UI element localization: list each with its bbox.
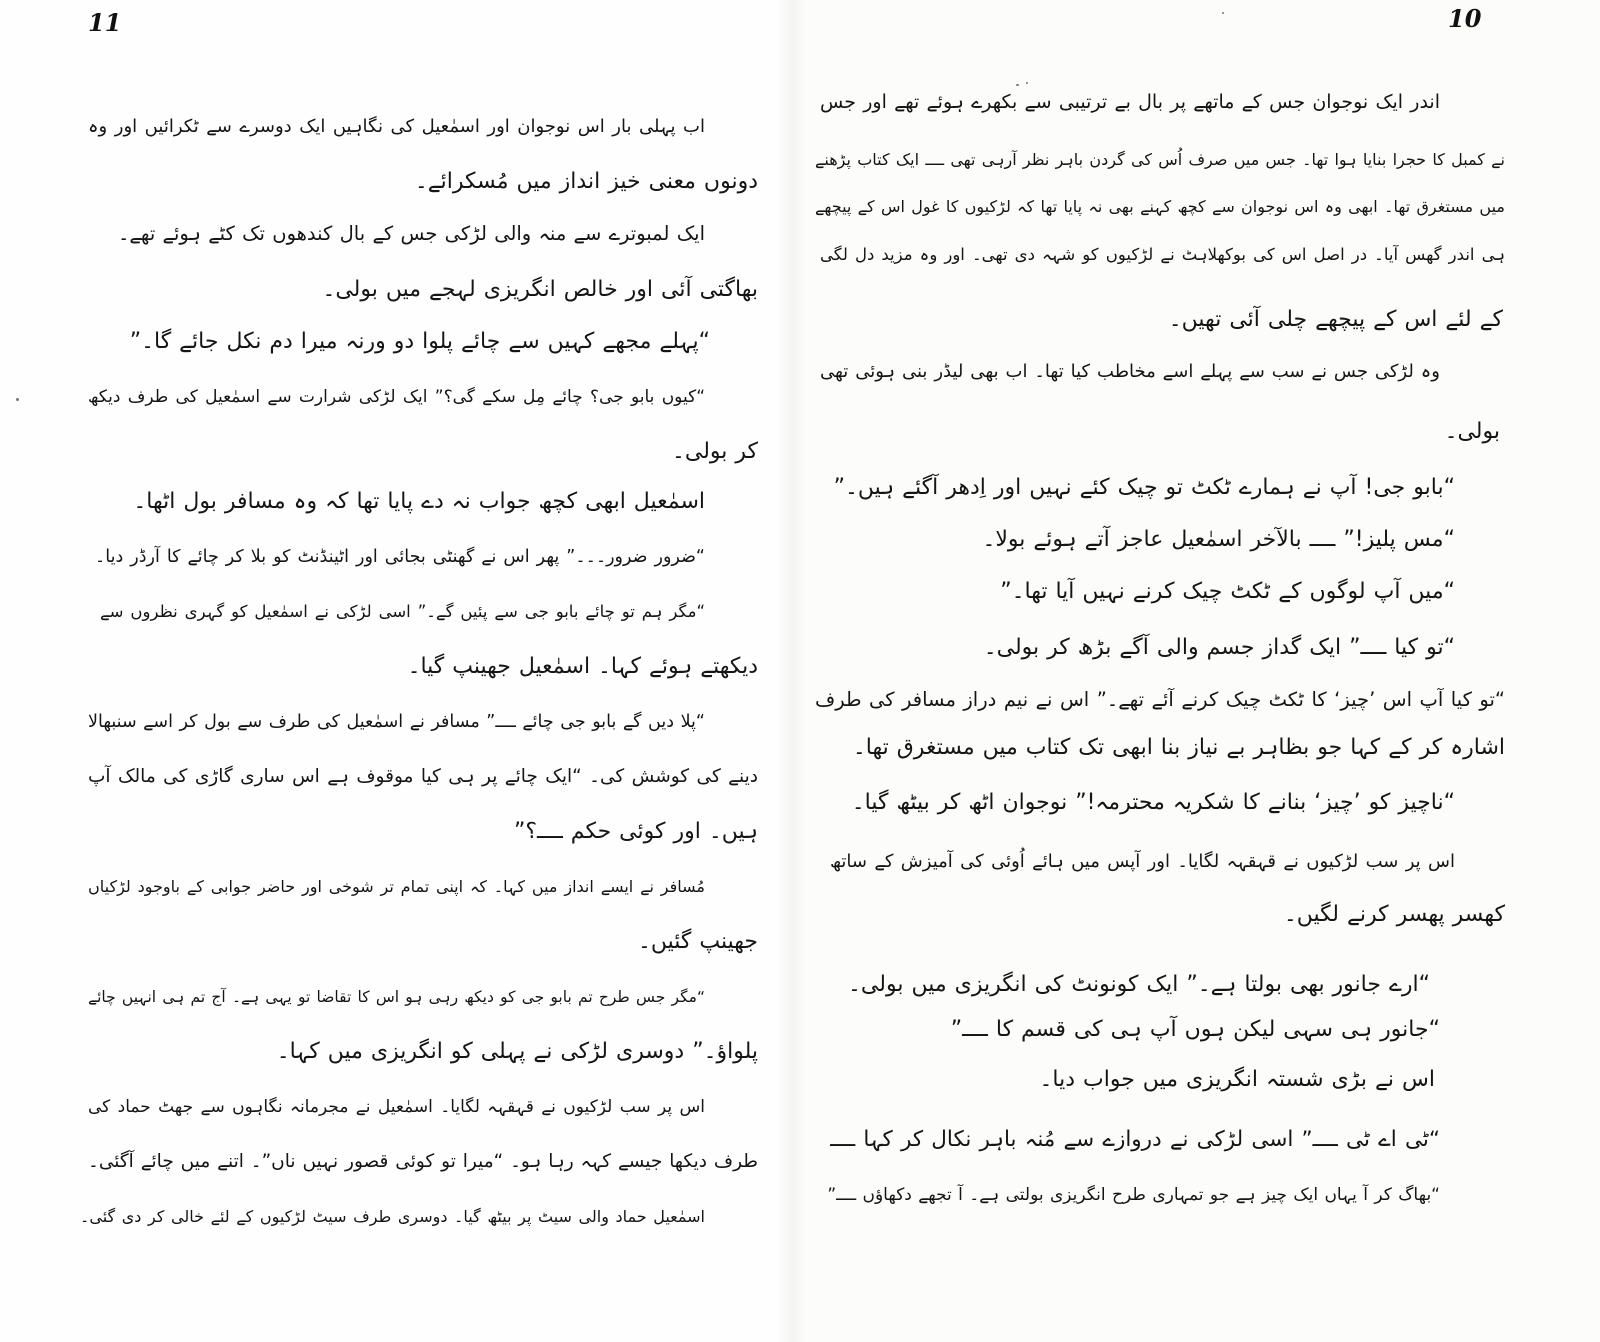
page-number-right: 10 <box>1448 4 1482 33</box>
text-line: مُسافر نے ایسے انداز میں کہا۔ کہ اپنی تمام تر شوخی اور حاضر جوابی کے باوجود لڑکیاں <box>88 877 705 896</box>
text-line: نے کمبل کا حجرا بنایا ہوا تھا۔ جس میں صرف اُس کی گردن باہر نظر آرہی تھی ــــ ایک کتاب پڑھنے <box>815 150 1505 169</box>
text-line: “ٹی اے ٹی ــــ” اسی لڑکی نے دروازے سے مُنہ باہر نکال کر کہا ــــ <box>830 1127 1440 1152</box>
text-line: اندر ایک نوجوان جس کے ماتھے پر بال بے ترتیبی سے بکھرے ہوئے تھے اور جس <box>820 91 1440 113</box>
text-line: “تو کیا ــــ” ایک گداز جسم والی آگے بڑھ کر بولی۔ <box>983 635 1455 660</box>
text-line: اب پہلی بار اس نوجوان اور اسمٰعیل کی نگاہیں ایک دوسرے سے ٹکرائیں اور وہ <box>88 116 705 137</box>
text-line: اسمٰعیل ابھی کچھ جواب نہ دے پایا تھا کہ وہ مسافر بول اٹھا۔ <box>133 489 705 514</box>
text-line: دینے کی کوشش کی۔ “ایک چائے پر ہی کیا موقوف ہے اس ساری گاڑی کی مالک آپ <box>88 766 758 787</box>
scan-speck <box>1222 12 1224 14</box>
text-line: “کیوں بابو جی؟ چائے مِل سکے گی؟” ایک لڑکی شرارت سے اسمٰعیل کی طرف دیکھ <box>88 387 705 407</box>
text-line: “ناچیز کو ’چیز‘ بنانے کا شکریہ محترمہ!” نوجوان اٹھ کر بیٹھ گیا۔ <box>851 790 1455 815</box>
page-number-left: 11 <box>88 8 122 37</box>
text-line: “بابو جی! آپ نے ہمارے ٹکٹ تو چیک کئے نہیں اور اِدھر آگئے ہیں۔” <box>833 475 1455 500</box>
text-line: بولی۔ <box>1444 419 1500 444</box>
text-line: اسمٰعیل حماد والی سیٹ پر بیٹھ گیا۔ دوسری طرف سیٹ لڑکیوں کے لئے خالی کر دی گئی۔ <box>80 1207 705 1226</box>
text-line: جھینپ گئیں۔ <box>637 929 758 954</box>
text-line: “پلا دیں گے بابو جی چائے ــــ” مسافر نے اسمٰعیل کی طرف سے بول کر اسے سنبھالا <box>88 712 705 732</box>
text-line: ہی اندر گھس آیا۔ در اصل اس کی بوکھلاہٹ نے لڑکیوں کو شہہ دی تھی۔ اور وہ مزید دل لگی <box>820 245 1505 264</box>
text-line: دونوں معنی خیز انداز میں مُسکرائے۔ <box>414 169 758 194</box>
text-line: بھاگتی آئی اور خالص انگریزی لہجے میں بولی۔ <box>322 277 758 302</box>
text-line: ہیں۔ اور کوئی حکم ــــ؟” <box>513 819 758 844</box>
text-line: وہ لڑکی جس نے سب سے پہلے اسے مخاطب کیا تھا۔ اب بھی لیڈر بنی ہوئی تھی <box>820 361 1440 382</box>
text-line: “ضرور ضرور۔۔۔” پھر اس نے گھنٹی بجائی اور اٹینڈنٹ کو بلا کر چائے کا آرڈر دیا۔ <box>95 547 705 567</box>
text-line: دیکھتے ہوئے کہا۔ اسمٰعیل جھینپ گیا۔ <box>407 654 758 679</box>
text-line: کھسر پھسر کرنے لگیں۔ <box>1283 902 1505 927</box>
text-line: اس پر سب لڑکیوں نے قہقہہ لگایا۔ اسمٰعیل نے مجرمانہ نگاہوں سے جھٹ حماد کی <box>88 1097 705 1117</box>
text-line: اس پر سب لڑکیوں نے قہقہہ لگایا۔ اور آپس میں ہائے اُوئی کی آمیزش کے ساتھ <box>830 851 1455 872</box>
scan-speck <box>16 398 19 401</box>
text-line: “مس پلیز!” ــــ بالآخر اسمٰعیل عاجز آتے ہوئے بولا۔ <box>982 527 1455 552</box>
text-line: طرف دیکھا جیسے کہہ رہا ہو۔ “میرا تو کوئی قصور نہیں ناں”۔ اتنے میں چائے آگئی۔ <box>88 1151 758 1172</box>
text-line: “مگر جس طرح تم بابو جی کو دیکھ رہی ہو اس کا تقاضا تو یہی ہے۔ آج تم ہی انہیں چائے <box>88 988 705 1006</box>
book-gutter <box>776 0 806 1342</box>
text-line: “میں آپ لوگوں کے ٹکٹ چیک کرنے نہیں آیا تھا۔” <box>1000 579 1455 604</box>
text-line: اشارہ کر کے کہا جو بظاہر بے نیاز بنا ابھی تک کتاب میں مستغرق تھا۔ <box>852 735 1505 760</box>
text-line: پلواؤ۔” دوسری لڑکی نے پہلی کو انگریزی میں کہا۔ <box>276 1039 758 1064</box>
text-line: “تو کیا آپ اس ’چیز‘ کا ٹکٹ چیک کرنے آئے تھے۔” اس نے نیم دراز مسافر کی طرف <box>815 688 1505 711</box>
text-line: “پہلے مجھے کہیں سے چائے پلوا دو ورنہ میرا دم نکل جائے گا۔” <box>129 329 710 354</box>
text-line: اس نے بڑی شستہ انگریزی میں جواب دیا۔ <box>1039 1067 1435 1092</box>
text-line: “مگر ہم تو چائے بابو جی سے پئیں گے۔” اسی لڑکی نے اسمٰعیل کو گہری نظروں سے <box>100 602 705 621</box>
text-line: ایک لمبوترے سے منہ والی لڑکی جس کے بال کندھوں تک کٹے ہوئے تھے۔ <box>118 222 705 245</box>
text-line: “جانور ہی سہی لیکن ہوں آپ ہی کی قسم کا ــــ” <box>950 1017 1440 1042</box>
text-line: کر بولی۔ <box>671 439 758 464</box>
text-line: کے لئے اس کے پیچھے چلی آئی تھیں۔ <box>1168 307 1503 332</box>
text-line: “بھاگ کر آ یہاں ایک چیز ہے جو تمہاری طرح انگریزی بولتی ہے۔ آ تجھے دکھاؤں ــــ” <box>827 1185 1440 1205</box>
text-line: “ارے جانور بھی بولتا ہے۔” ایک کونونٹ کی انگریزی میں بولی۔ <box>848 972 1430 997</box>
text-line: میں مستغرق تھا۔ ابھی وہ اس نوجوان سے کچھ کہنے بھی نہ پایا تھا کہ لڑکیوں کا غول اس کے پیچھے <box>815 197 1505 216</box>
